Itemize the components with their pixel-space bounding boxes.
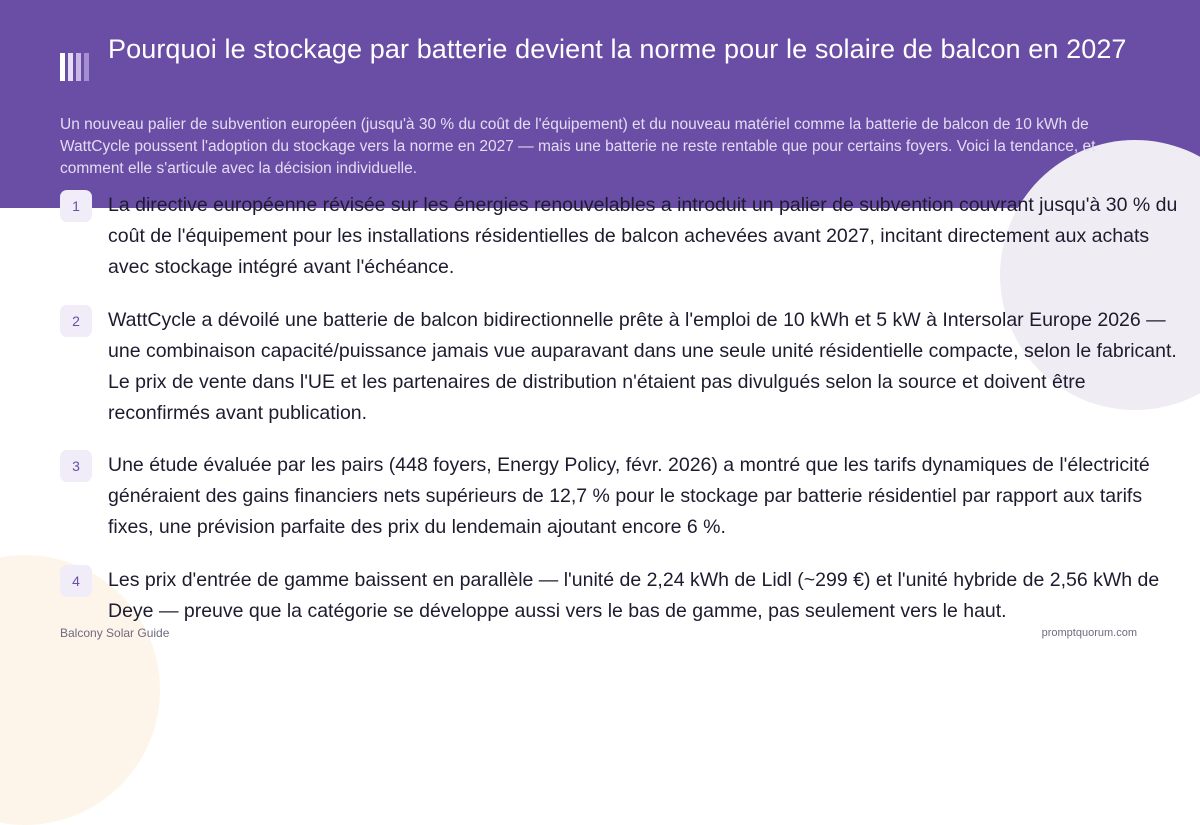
- page-title: Pourquoi le stockage par batterie devient la norme pour le solaire de balcon en 2027: [108, 34, 1127, 64]
- logo-bars-icon: [60, 53, 94, 81]
- logo-bar: [60, 53, 65, 81]
- logo-bar: [68, 53, 73, 81]
- footer-site: promptquorum.com: [1041, 627, 1137, 639]
- item-number-badge: 4: [60, 565, 92, 597]
- logo-bar: [84, 53, 89, 81]
- item-text: WattCycle a dévoilé une batterie de balcon bidirectionnelle prête à l'emploi de 10 kWh et 5 kW à Intersolar Europe 2026 — une combinaison capacité/puissance jamais vue auparavant dans une seule unité résidentielle compacte, selon le fabricant. Le prix de vente dans l'UE et les partenaires de distribution n'étaient pas divulgués selon la source et doivent être reconfirmés avant publication.: [108, 309, 1177, 424]
- item-text: Une étude évaluée par les pairs (448 foyers, Energy Policy, févr. 2026) a montré que les tarifs dynamiques de l'électricité généraient des gains financiers nets supérieurs de 12,7 % pour le stockage par batterie résidentiel par rapport aux tarifs fixes, une prévision parfaite des prix du lendemain ajoutant encore 6 %.: [108, 454, 1150, 538]
- item-number-badge: 2: [60, 305, 92, 337]
- page-subtitle: Un nouveau palier de subvention européen (jusqu'à 30 % du coût de l'équipement) et du nouveau matériel comme la batterie de balcon de 10 kWh de WattCycle poussent l'adoption du stockage vers la norme en 2027 — mais une batterie ne reste rentable que pour certains foyers. Voici la tendance, et comment elle s'articule avec la décision individuelle.: [60, 116, 1096, 177]
- logo-bar: [76, 53, 81, 81]
- footer-brand: Balcony Solar Guide: [60, 626, 170, 640]
- item-text: La directive européenne révisée sur les énergies renouvelables a introduit un palier de subvention couvrant jusqu'à 30 % du coût de l'équipement pour les installations résidentielles de balcon achevées avant 2027, incitant directement aux achats avec stockage intégré avant l'échéance.: [108, 194, 1178, 278]
- item-number-badge: 1: [60, 190, 92, 222]
- item-text: Les prix d'entrée de gamme baissent en parallèle — l'unité de 2,24 kWh de Lidl (~299 €) et l'unité hybride de 2,56 kWh de Deye — preuve que la catégorie se développe aussi vers le bas de gamme, pas seulement vers le haut.: [108, 569, 1160, 622]
- item-number-badge: 3: [60, 450, 92, 482]
